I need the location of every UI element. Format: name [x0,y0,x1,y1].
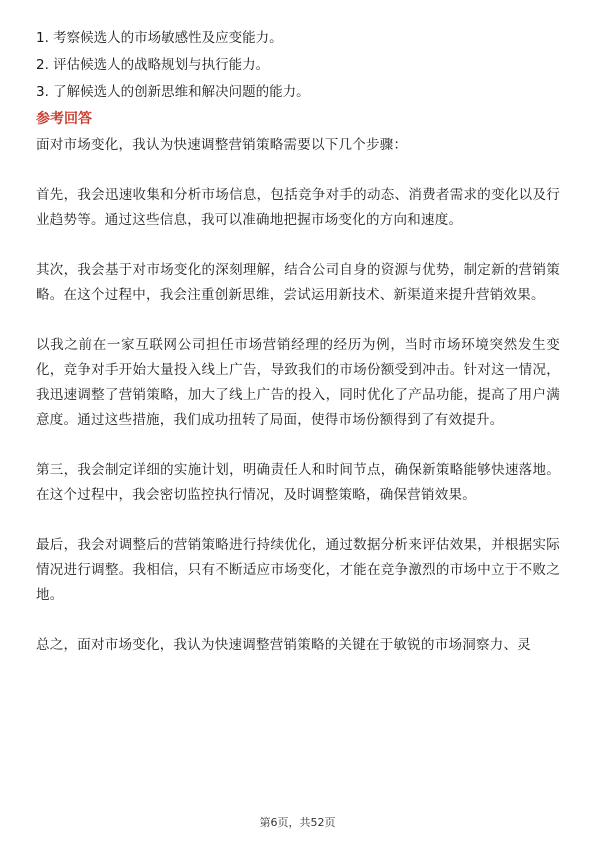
document-body [36,28,560,683]
page-number-footer: 第6页，共52页 [259,816,336,829]
section-heading-reference-answer: 参考回答 [36,111,92,127]
paragraph-example: 以我之前在一家互联网公司担任市场营销经理的经历为例，当时市场环境突然发生变化，竞争对手开始大量投入线上广告，导致我们的市场份额受到冲击。针对这一情况，我迅速调整了营销策略，加大了线上广告的投入，同时优化了产品功能，提高了用户满意度。通过这些措施，我们成功扭转了局面，使得市场份额得到了有效提升。 [36,337,560,428]
paragraph-conclusion: 总之，面对市场变化，我认为快速调整营销策略的关键在于敏锐的市场洞察力、灵 [36,637,531,653]
paragraph-intro: 面对市场变化，我认为快速调整营销策略需要以下几个步骤： [36,137,408,153]
list-item: 3. 了解候选人的创新思维和解决问题的能力。 [36,84,310,100]
paragraph-third: 第三，我会制定详细的实施计划，明确责任人和时间节点，确保新策略能够快速落地。在这个过程中，我会密切监控执行情况，及时调整策略，确保营销效果。 [36,462,560,503]
paragraph-first: 首先，我会迅速收集和分析市场信息，包括竞争对手的动态、消费者需求的变化以及行业趋势等。通过这些信息，我可以准确地把握市场变化的方向和速度。 [36,187,560,228]
paragraph-finally: 最后，我会对调整后的营销策略进行持续优化，通过数据分析来评估效果，并根据实际情况进行调整。我相信，只有不断适应市场变化，才能在竞争激烈的市场中立于不败之地。 [36,537,560,603]
list-item: 2. 评估候选人的战略规划与执行能力。 [36,57,270,73]
paragraph-second: 其次，我会基于对市场变化的深刻理解，结合公司自身的资源与优势，制定新的营销策略。在这个过程中，我会注重创新思维，尝试运用新技术、新渠道来提升营销效果。 [36,262,560,303]
list-item: 1. 考察候选人的市场敏感性及应变能力。 [36,30,283,46]
